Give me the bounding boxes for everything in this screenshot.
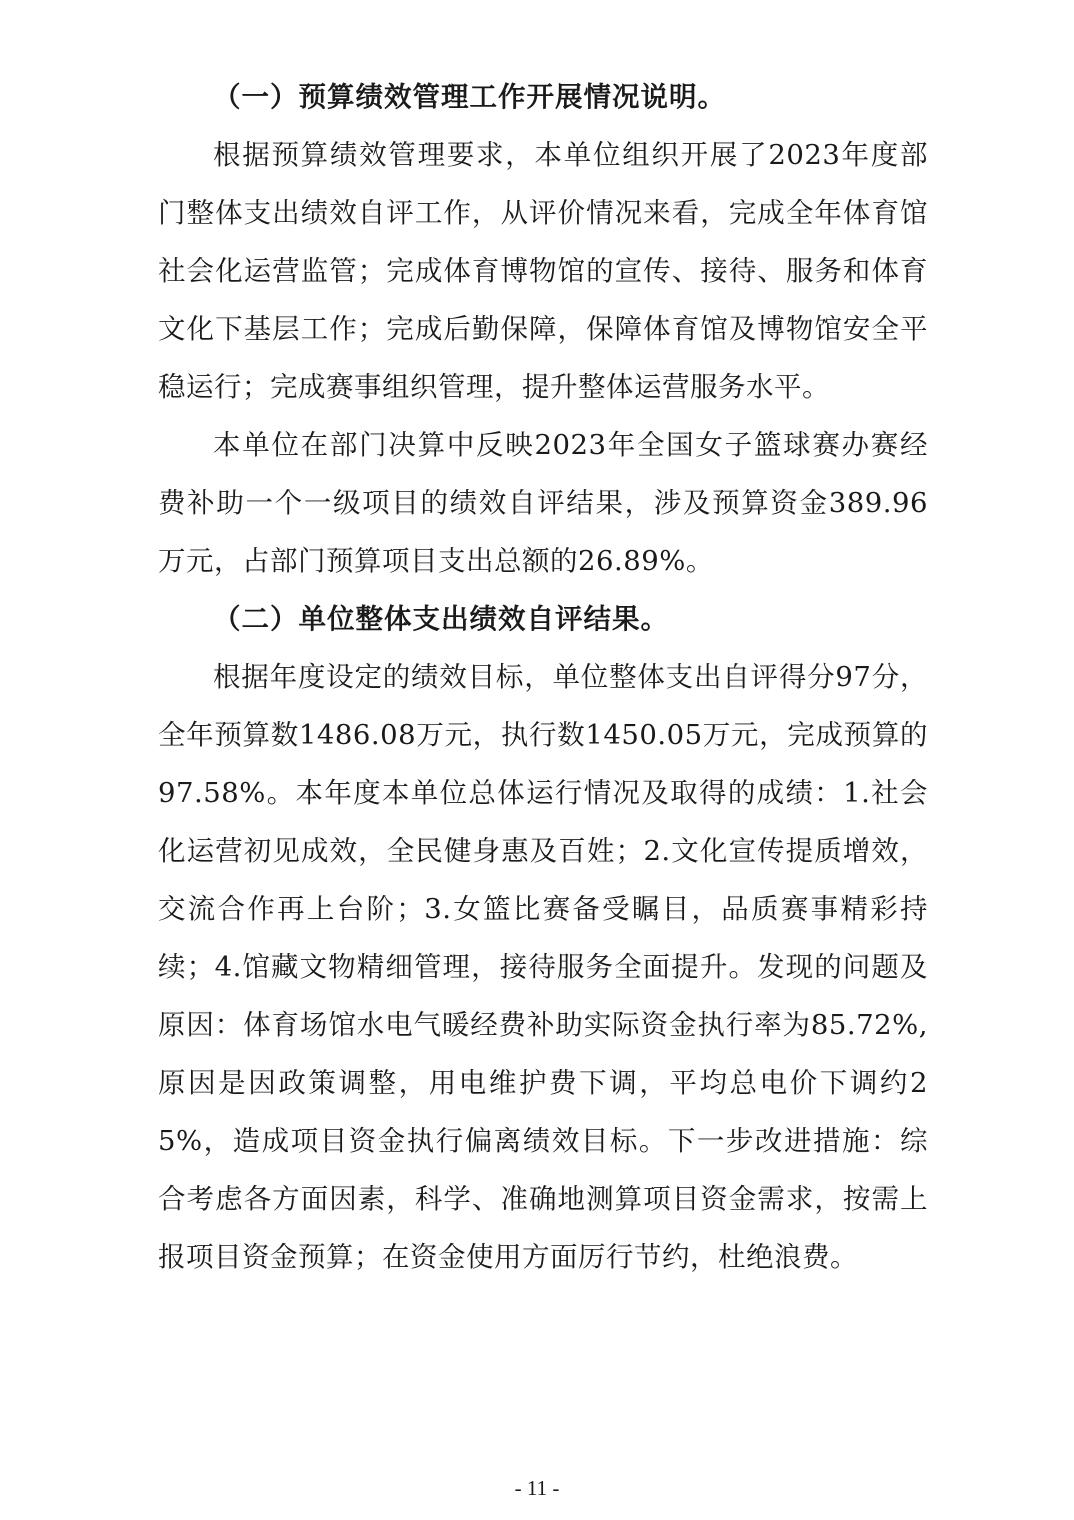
paragraph-project-result: 本单位在部门决算中反映2023年全国女子篮球赛办赛经费补助一个一级项目的绩效自评结果，涉及预算资金389.96万元，占部门预算项目支出总额的26.89%。	[158, 429, 928, 577]
section-heading-overall-expenditure: （二）单位整体支出绩效自评结果。	[213, 603, 669, 635]
page-number: - 11 -	[514, 1476, 560, 1500]
section-heading-budget-management: （一）预算绩效管理工作开展情况说明。	[213, 81, 726, 113]
paragraph-self-evaluation-work: 根据预算绩效管理要求，本单位组织开展了2023年度部门整体支出绩效自评工作，从评价情况来看，完成全年体育馆社会化运营监管；完成体育博物馆的宣传、接待、服务和体育文化下基层工作；完成后勤保障，保障体育馆及博物馆安全平稳运行；完成赛事组织管理，提升整体运营服务水平。	[158, 139, 928, 403]
paragraph-overall-result: 根据年度设定的绩效目标，单位整体支出自评得分97分，全年预算数1486.08万元，执行数1450.05万元，完成预算的97.58%。本年度本单位总体运行情况及取得的成绩：1.社会化运营初见成效，全民健身惠及百姓；2.文化宣传提质增效，交流合作再上台阶；3.女篮比赛备受瞩目，品质赛事精彩持续；4.馆藏文物精细管理，接待服务全面提升。发现的问题及原因：体育场馆水电气暖经费补助实际资金执行率为85.72%,原因是因政策调整，用电维护费下调，平均总电价下调约25%，造成项目资金执行偏离绩效目标。下一步改进措施：综合考虑各方面因素，科学、准确地测算项目资金需求，按需上报项目资金预算；在资金使用方面厉行节约，杜绝浪费。	[158, 661, 928, 1273]
document-body	[158, 68, 928, 1286]
